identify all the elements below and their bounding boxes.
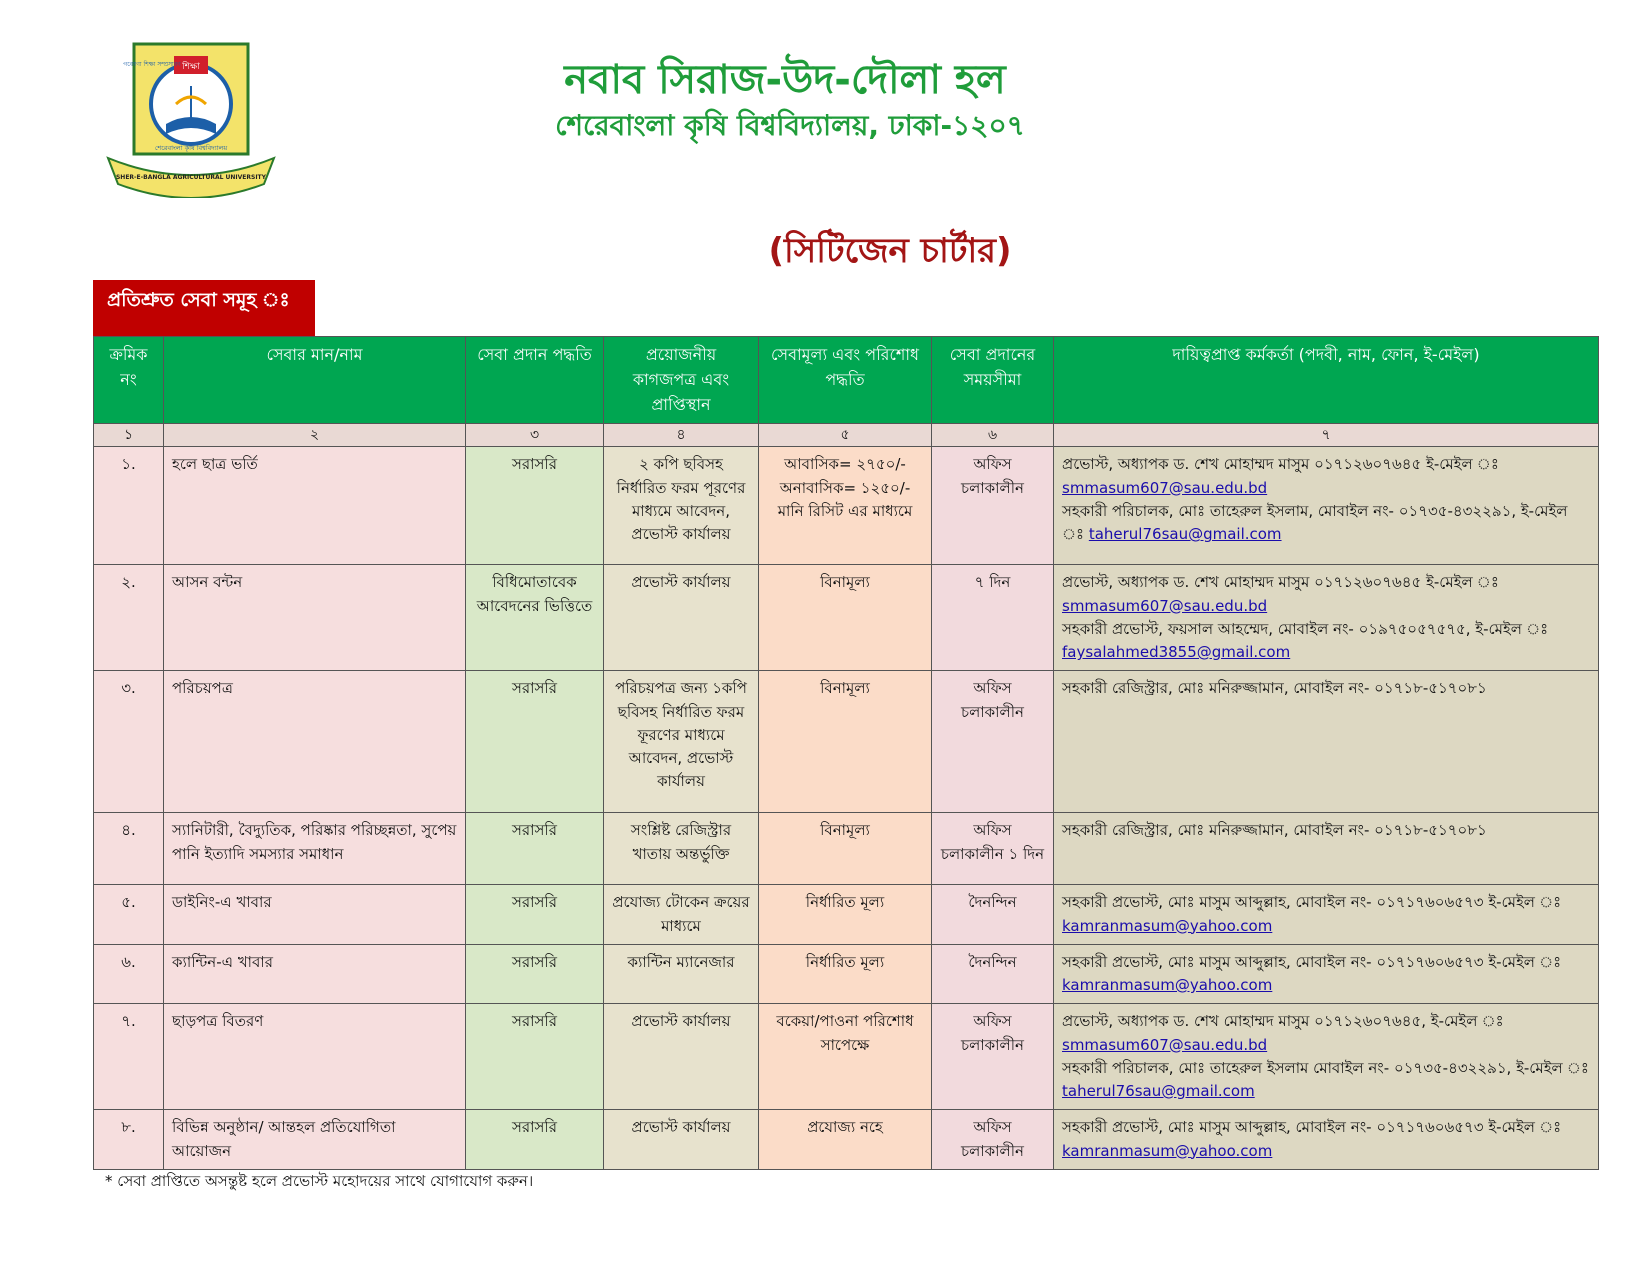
column-number: ৫ <box>759 424 932 447</box>
method-cell: সরাসরি <box>466 671 604 813</box>
officer-cell <box>1054 447 1599 565</box>
service-cell: স্যানিটারী, বৈদ্যুতিক, পরিষ্কার পরিচ্ছন্নতা, সুপেয় পানি ইত্যাদি সমস্যার সমাধান <box>164 813 466 885</box>
email-link[interactable]: taherul76sau@gmail.com <box>1088 525 1282 544</box>
officer-cell <box>1054 813 1599 885</box>
email-link[interactable]: smmasum607@sau.edu.bd <box>1062 1035 1268 1054</box>
column-number: ৭ <box>1054 424 1599 447</box>
col-header-fee: সেবামূল্য এবং পরিশোধ পদ্ধতি <box>759 337 932 424</box>
officer-cell <box>1054 671 1599 813</box>
officer-info: সহকারী রেজিস্ট্রার, মোঃ মনিরুজ্জামান, মোবাইল নং- ০১৭১৮-৫১৭০৮১ <box>1062 679 1487 698</box>
column-number: ৬ <box>932 424 1054 447</box>
service-cell: পরিচয়পত্র <box>164 671 466 813</box>
service-cell: বিভিন্ন অনুষ্ঠান/ আন্তহল প্রতিযোগিতা আয়োজন <box>164 1110 466 1170</box>
time-cell: দৈনন্দিন <box>932 885 1054 945</box>
table-row <box>94 944 1599 1004</box>
col-header-time: সেবা প্রদানের সময়সীমা <box>932 337 1054 424</box>
time-cell: দৈনন্দিন <box>932 944 1054 1004</box>
documents-cell: প্রযোজ্য টোকেন ক্রয়ের মাধ্যমে <box>604 885 759 945</box>
column-number-row <box>94 424 1599 447</box>
charter-title: (সিটিজেন চার্টার) <box>768 231 1012 271</box>
service-cell: হলে ছাত্র ভর্তি <box>164 447 466 565</box>
method-cell: সরাসরি <box>466 447 604 565</box>
service-cell: আসন বন্টন <box>164 565 466 671</box>
svg-text:শিক্ষা: শিক্ষা <box>182 62 200 72</box>
col-header-service: সেবার মান/নাম <box>164 337 466 424</box>
documents-cell: সংশ্লিষ্ট রেজিস্ট্রার খাতায় অন্তর্ভুক্তি <box>604 813 759 885</box>
time-cell: অফিস চলাকালীন <box>932 447 1054 565</box>
time-cell: অফিস চলাকালীন <box>932 1004 1054 1110</box>
method-cell: বিধিমোতাবেক আবেদনের ভিত্তিতে <box>466 565 604 671</box>
table-header-row <box>94 337 1599 424</box>
fee-cell: আবাসিক= ২৭৫০/- অনাবাসিক= ১২৫০/- মানি রিসিট এর মাধ্যমে <box>759 447 932 565</box>
serial-cell: ৬. <box>94 944 164 1004</box>
officer-info: সহকারী প্রভোস্ট, মোঃ মাসুম আব্দুল্লাহ, মোবাইল নং- ০১৭১৭৬০৬৫৭৩ ই-মেইল ঃ <box>1062 952 1562 971</box>
email-link[interactable]: smmasum607@sau.edu.bd <box>1062 478 1268 497</box>
col-header-serial: ক্রমিক নং <box>94 337 164 424</box>
method-cell: সরাসরি <box>466 944 604 1004</box>
university-subtitle: শেরেবাংলা কৃষি বিশ্ববিদ্যালয়, ঢাকা-১২০৭ <box>555 109 1025 142</box>
method-cell: সরাসরি <box>466 1004 604 1110</box>
table-row <box>94 1110 1599 1170</box>
serial-cell: ২. <box>94 565 164 671</box>
serial-cell: ৭. <box>94 1004 164 1110</box>
column-number: ২ <box>164 424 466 447</box>
time-cell: ৭ দিন <box>932 565 1054 671</box>
time-cell: অফিস চলাকালীন <box>932 671 1054 813</box>
col-header-documents: প্রয়োজনীয় কাগজপত্র এবং প্রাপ্তিস্থান <box>604 337 759 424</box>
fee-cell: প্রযোজ্য নহে <box>759 1110 932 1170</box>
documents-cell: প্রভোস্ট কার্যালয় <box>604 1110 759 1170</box>
service-cell: ডাইনিং-এ খাবার <box>164 885 466 945</box>
table-row <box>94 1004 1599 1110</box>
serial-cell: ১. <box>94 447 164 565</box>
serial-cell: ৫. <box>94 885 164 945</box>
officer-info: প্রভোস্ট, অধ্যাপক ড. শেখ মোহাম্মদ মাসুম ০১৭১২৬০৭৬৪৫, ই-মেইল ঃ <box>1062 1012 1504 1031</box>
serial-cell: ৩. <box>94 671 164 813</box>
column-number: ১ <box>94 424 164 447</box>
documents-cell: পরিচয়পত্র জন্য ১কপি ছবিসহ নির্ধারিত ফরম ফূরণের মাধ্যমে আবেদন, প্রভোস্ট কার্যালয় <box>604 671 759 813</box>
email-link[interactable]: taherul76sau@gmail.com <box>1062 1082 1255 1101</box>
time-cell: অফিস চলাকালীন ১ দিন <box>932 813 1054 885</box>
fee-cell: বিনামূল্য <box>759 671 932 813</box>
table-row <box>94 813 1599 885</box>
officer-info: সহকারী পরিচালক, মোঃ তাহেরুল ইসলাম মোবাইল নং- ০১৭৩৫-৪৩২২৯১, ই-মেইল ঃ <box>1062 1058 1589 1077</box>
serial-cell: ৮. <box>94 1110 164 1170</box>
documents-cell: ক্যান্টিন ম্যানেজার <box>604 944 759 1004</box>
fee-cell: বিনামূল্য <box>759 565 932 671</box>
col-header-officer: দায়িত্বপ্রাপ্ত কর্মকর্তা (পদবী, নাম, ফোন, ই-মেইল) <box>1054 337 1599 424</box>
officer-info: সহকারী প্রভোস্ট, মোঃ মাসুম আব্দুল্লাহ, মোবাইল নং- ০১৭১৭৬০৬৫৭৩ ই-মেইল ঃ <box>1062 893 1562 912</box>
officer-info: প্রভোস্ট, অধ্যাপক ড. শেখ মোহাম্মদ মাসুম ০১৭১২৬০৭৬৪৫ ই-মেইল ঃ <box>1062 573 1499 592</box>
fee-cell: বিনামূল্য <box>759 813 932 885</box>
logo-top-text: গবেষণা শিক্ষা সম্প্রসারণ <box>123 61 181 68</box>
column-number: ৪ <box>604 424 759 447</box>
logo-bottom-text: SHER-E-BANGLA AGRICULTURAL UNIVERSITY <box>115 174 267 181</box>
fee-cell: নির্ধারিত মূল্য <box>759 944 932 1004</box>
table-row <box>94 671 1599 813</box>
officer-cell <box>1054 1004 1599 1110</box>
table-row <box>94 885 1599 945</box>
officer-info: সহকারী রেজিস্ট্রার, মোঃ মনিরুজ্জামান, মোবাইল নং- ০১৭১৮-৫১৭০৮১ <box>1062 821 1487 840</box>
fee-cell: নির্ধারিত মূল্য <box>759 885 932 945</box>
officer-cell <box>1054 885 1599 945</box>
time-cell: অফিস চলাকালীন <box>932 1110 1054 1170</box>
citizen-charter-table <box>93 336 1599 1170</box>
method-cell: সরাসরি <box>466 813 604 885</box>
method-cell: সরাসরি <box>466 885 604 945</box>
fee-cell: বকেয়া/পাওনা পরিশোধ সাপেক্ষে <box>759 1004 932 1110</box>
footer-note: * সেবা প্রাপ্তিতে অসন্তুষ্ট হলে প্রভোস্ট মহোদয়ের সাথে যোগাযোগ করুন। <box>105 1172 534 1190</box>
table-row <box>94 565 1599 671</box>
column-number: ৩ <box>466 424 604 447</box>
table-row <box>94 447 1599 565</box>
services-section-label: প্রতিশ্রুত সেবা সমূহ ঃ <box>93 280 315 336</box>
service-cell: ক্যান্টিন-এ খাবার <box>164 944 466 1004</box>
documents-cell: প্রভোস্ট কার্যালয় <box>604 1004 759 1110</box>
service-cell: ছাড়পত্র বিতরণ <box>164 1004 466 1110</box>
officer-cell <box>1054 944 1599 1004</box>
email-link[interactable]: smmasum607@sau.edu.bd <box>1062 596 1268 615</box>
method-cell: সরাসরি <box>466 1110 604 1170</box>
documents-cell: ২ কপি ছবিসহ নির্ধারিত ফরম পূরণের মাধ্যমে আবেদন, প্রভোস্ট কার্যালয় <box>604 447 759 565</box>
serial-cell: ৪. <box>94 813 164 885</box>
officer-info: প্রভোস্ট, অধ্যাপক ড. শেখ মোহাম্মদ মাসুম ০১৭১২৬০৭৬৪৫ ই-মেইল ঃ <box>1062 455 1499 474</box>
officer-info: সহকারী প্রভোস্ট, মোঃ মাসুম আব্দুল্লাহ, মোবাইল নং- ০১৭১৭৬০৬৫৭৩ ই-মেইল ঃ <box>1062 1118 1562 1137</box>
email-link[interactable]: faysalahmed3855@gmail.com <box>1062 643 1291 662</box>
email-link[interactable]: kamranmasum@yahoo.com <box>1062 916 1273 935</box>
officer-info: সহকারী প্রভোস্ট, ফয়সাল আহম্মেদ, মোবাইল নং- ০১৯৭৫০৫৭৫৭৫, ই-মেইল ঃ <box>1062 619 1549 638</box>
email-link[interactable]: kamranmasum@yahoo.com <box>1062 1141 1273 1160</box>
col-header-method: সেবা প্রদান পদ্ধতি <box>466 337 604 424</box>
officer-info: সহকারী পরিচালক, মোঃ তাহেরুল ইসলাম, মোবাইল নং- ০১৭৩৫-৪৩২২৯১, ই-মেইল ঃ <box>1062 501 1568 544</box>
email-link[interactable]: kamranmasum@yahoo.com <box>1062 976 1273 995</box>
officer-cell <box>1054 1110 1599 1170</box>
documents-cell: প্রভোস্ট কার্যালয় <box>604 565 759 671</box>
logo-ring-text: শেরেবাংলা কৃষি বিশ্ববিদ্যালয় <box>154 144 228 152</box>
officer-cell <box>1054 565 1599 671</box>
hall-title: নবাব সিরাজ-উদ-দৌলা হল <box>564 57 1006 103</box>
